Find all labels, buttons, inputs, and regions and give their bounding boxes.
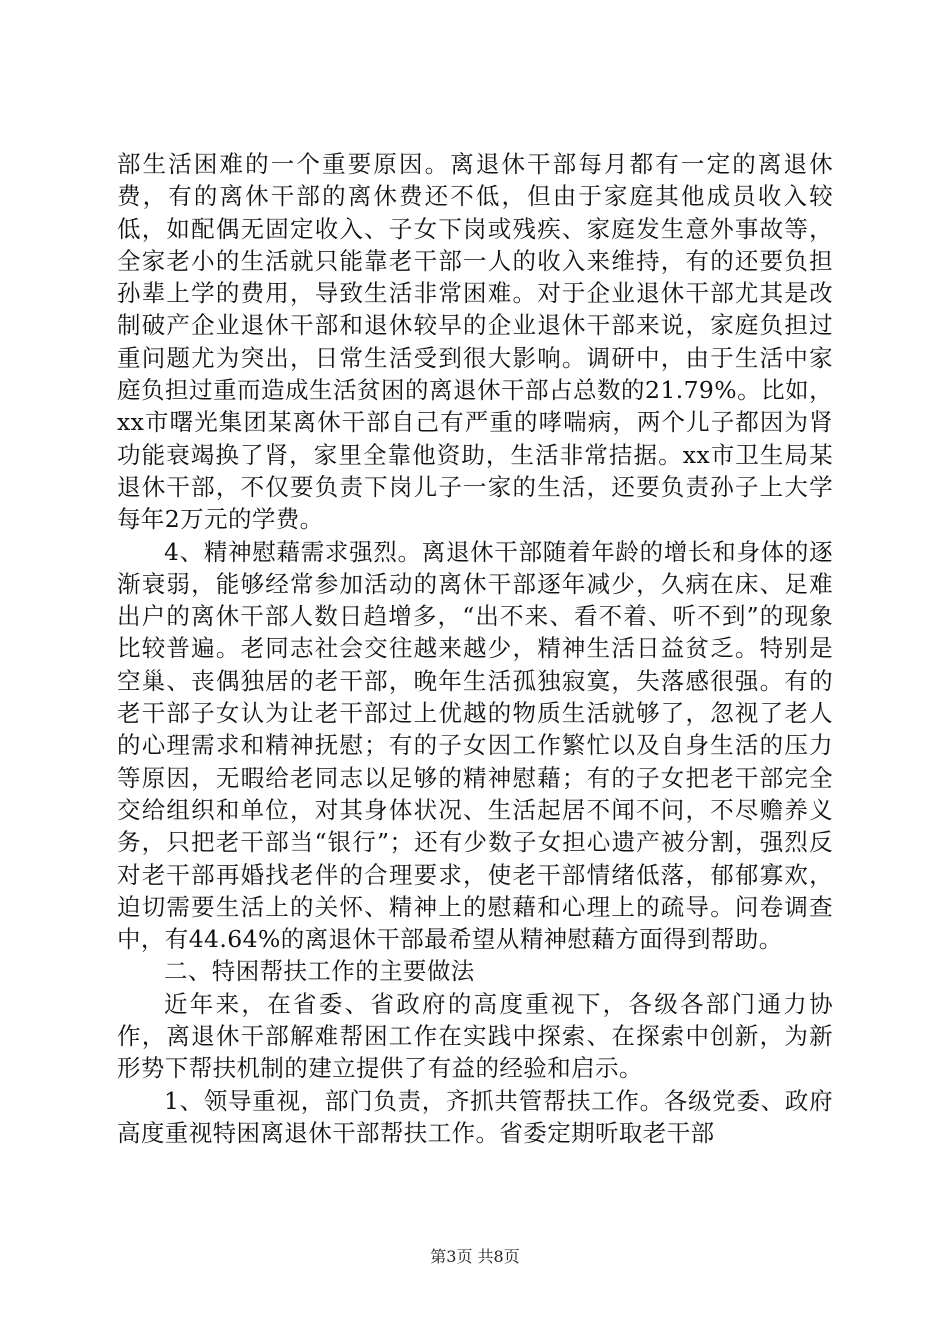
page-footer bbox=[0, 1244, 950, 1267]
page-number: 第3页 共8页 bbox=[430, 1247, 520, 1266]
paragraph-intro-practices: 近年来，在省委、省政府的高度重视下，各级各部门通力协作，离退休干部解难帮困工作在实践中探索、在探索中创新，为新形势下帮扶机制的建立提供了有益的经验和启示。 bbox=[117, 989, 833, 1083]
paragraph-spiritual-needs: 4、精神慰藉需求强烈。离退休干部随着年龄的增长和身体的逐渐衰弱，能够经常参加活动的离休干部逐年减少，久病在床、足难出户的离休干部人数日趋增多，“出不来、看不着、听不到”的现象比较普遍。老同志社会交往越来越少，精神生活日益贫乏。特别是空巢、丧偶独居的老干部，晚年生活孤独寂寞，失落感很强。有的老干部子女认为让老干部过上优越的物质生活就够了，忽视了老人的心理需求和精神抚慰；有的子女因工作繁忙以及自身生活的压力等原因，无暇给老同志以足够的精神慰藉；有的子女把老干部完全交给组织和单位，对其身体状况、生活起居不闻不问，不尽赡养义务，只把老干部当“银行”；还有少数子女担心遗产被分割，强烈反对老干部再婚找老伴的合理要求，使老干部情绪低落，郁郁寡欢，迫切需要生活上的关怀、精神上的慰藉和心理上的疏导。问卷调查中，有44.64%的离退休干部最希望从精神慰藉方面得到帮助。 bbox=[117, 537, 833, 954]
paragraph-family-burden: 部生活困难的一个重要原因。离退休干部每月都有一定的离退休费，有的离休干部的离休费还不低，但由于家庭其他成员收入较低，如配偶无固定收入、子女下岗或残疾、家庭发生意外事故等，全家老小的生活就只能靠老干部一人的收入来维持，有的还要负担孙辈上学的费用，导致生活非常困难。对于企业退休干部尤其是改制破产企业退休干部和退休较早的企业退休干部来说，家庭负担过重问题尤为突出，日常生活受到很大影响。调研中，由于生活中家庭负担过重而造成生活贫困的离退休干部占总数的21.79%。比如，xx市曙光集团某离休干部自己有严重的哮喘病，两个儿子都因为肾功能衰竭换了肾，家里全靠他资助，生活非常拮据。xx市卫生局某退休干部，不仅要负责下岗儿子一家的生活，还要负责孙子上大学每年2万元的学费。 bbox=[117, 150, 833, 534]
section-heading: 二、特困帮扶工作的主要做法 bbox=[164, 957, 475, 986]
body-text bbox=[117, 148, 833, 1149]
paragraph-leadership: 1、领导重视，部门负责，齐抓共管帮扶工作。各级党委、政府高度重视特困离退休干部帮扶工作。省委定期听取老干部 bbox=[117, 1086, 833, 1147]
